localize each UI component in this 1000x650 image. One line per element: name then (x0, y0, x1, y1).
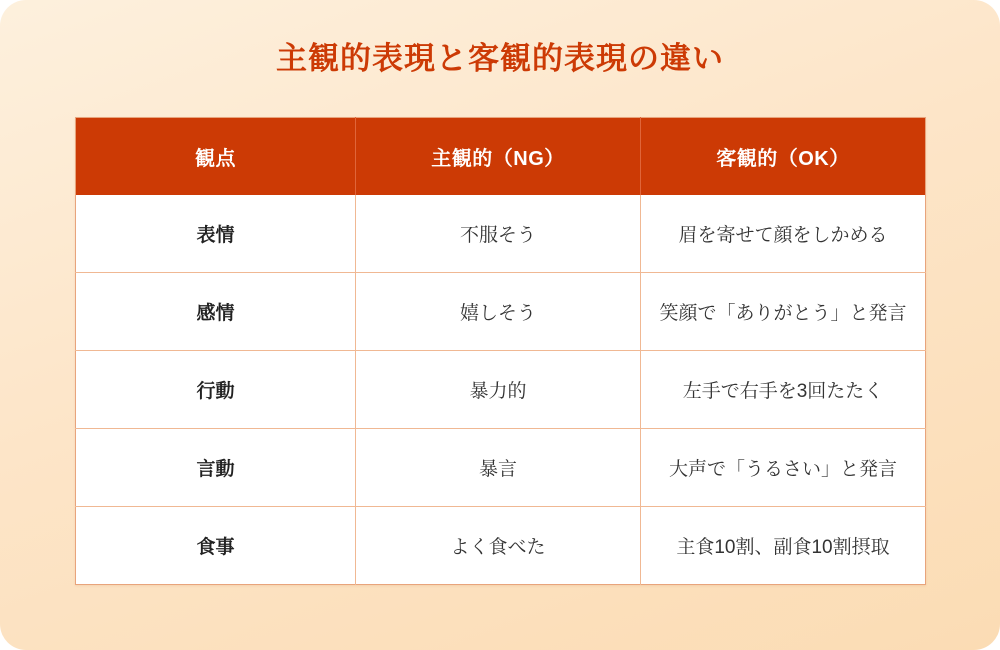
cell-subjective: よく食べた (356, 507, 641, 585)
cell-viewpoint: 行動 (76, 351, 356, 429)
column-header-subjective: 主観的（NG） (356, 118, 641, 196)
cell-subjective: 嬉しそう (356, 273, 641, 351)
table-header (76, 118, 926, 196)
cell-subjective: 不服そう (356, 195, 641, 273)
cell-objective: 主食10割、副食10割摂取 (641, 507, 926, 585)
column-header-objective: 客観的（OK） (641, 118, 926, 196)
cell-objective: 大声で「うるさい」と発言 (641, 429, 926, 507)
page-title: 主観的表現と客観的表現の違い (276, 41, 724, 76)
cell-objective: 左手で右手を3回たたく (641, 351, 926, 429)
table-row (76, 351, 926, 429)
cell-subjective: 暴言 (356, 429, 641, 507)
cell-objective: 眉を寄せて顔をしかめる (641, 195, 926, 273)
cell-viewpoint: 感情 (76, 273, 356, 351)
cell-subjective: 暴力的 (356, 351, 641, 429)
comparison-table-container (75, 117, 925, 585)
cell-viewpoint: 表情 (76, 195, 356, 273)
table-row (76, 195, 926, 273)
table-row (76, 507, 926, 585)
cell-viewpoint: 食事 (76, 507, 356, 585)
table-row (76, 273, 926, 351)
cell-viewpoint: 言動 (76, 429, 356, 507)
table-row (76, 429, 926, 507)
comparison-table (75, 117, 926, 585)
cell-objective: 笑顔で「ありがとう」と発言 (641, 273, 926, 351)
table-header-row (76, 118, 926, 196)
table-body (76, 195, 926, 585)
column-header-viewpoint: 観点 (76, 118, 356, 196)
